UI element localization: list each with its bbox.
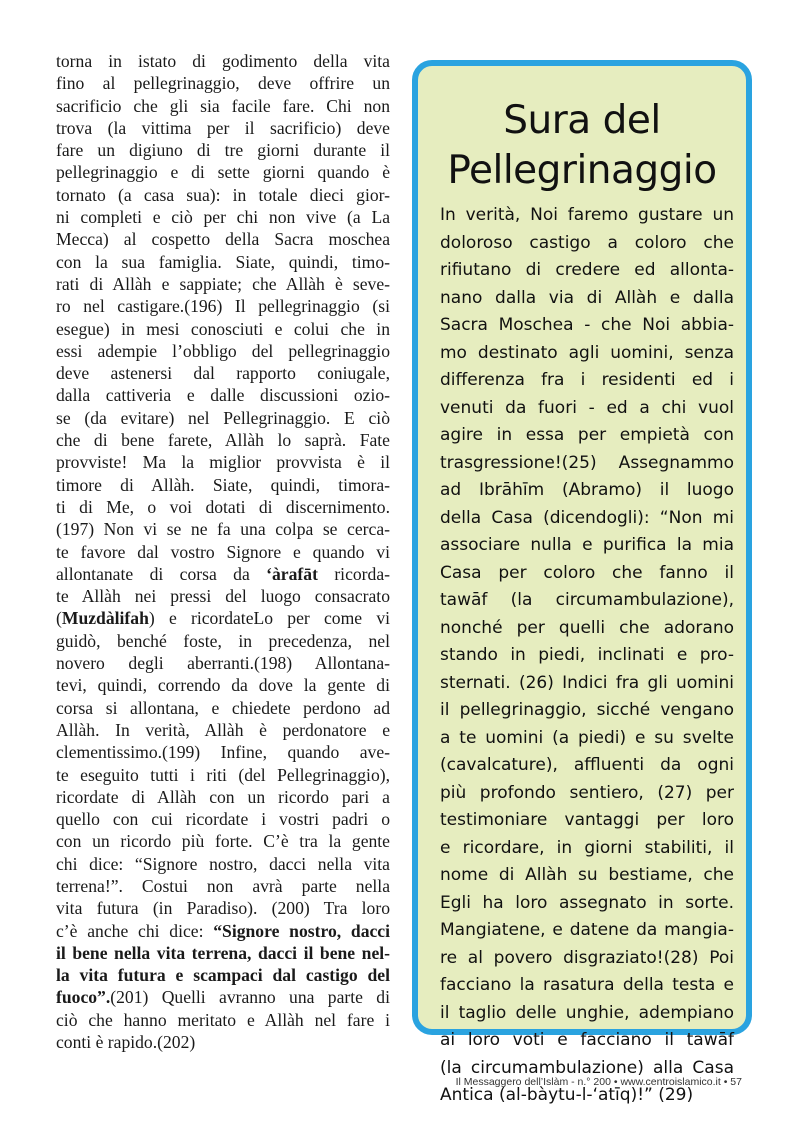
text-line: associare nulla e purifica la mia [440,535,734,555]
text-line: mo destinato agli uomini, senza [440,342,734,363]
text-line: timore di Allàh. Siate, quindi, timora- [56,474,390,495]
text-line: facciano la rasatura della testa e [440,975,734,995]
text-line: nome di Allàh su bestiame, che [440,865,734,885]
text-run: ( [56,608,62,629]
text-line: esegue) in mesi conosciuti e colui che in [56,318,390,339]
text-line: deve astenersi dal rapporto coniugale, [56,363,390,384]
text-line: Egli ha loro assegnato in sorte. [440,892,734,913]
text-line: clementissimo.(199) Infine, quando ave- [56,742,390,763]
text-line: quello con cui ricordate i vostri padri o [56,809,390,830]
article-line: te Allàh nei pressi del luogo consacrato [56,586,390,607]
article-body-column [56,50,390,1053]
text-line: trova (la vittima per il sacrificio) deve [56,117,390,138]
text-run: c’è anche chi dice: [56,920,214,941]
sidebar-title-line: Sura del [503,98,661,143]
text-line: chi dice: “Signore nostro, dacci nella vita [56,853,390,874]
text-line: corsa si allontana, e chiedete perdono ad [56,697,390,718]
text-line: doloroso castigo a coloro che [440,232,734,253]
text-line: testimoniare vantaggi per loro [440,810,734,830]
article-line-muzdalifah [56,607,390,629]
text-line: re al povero disgraziato!(28) Poi [440,947,734,968]
text-line: Casa per coloro che fanno il [440,562,734,583]
text-line: il pellegrinaggio, sicché vengano [440,700,734,720]
text-run: allontanate di corsa da [56,563,267,584]
text-line: ti di Me, o voi dotati di discernimento. [56,496,390,517]
text-line: nano dalla via di Allàh e dalla [440,287,734,308]
text-line: con un ricordo più forte. C’è tra la gente [56,831,390,852]
text-line: (la circumambulazione) alla Casa [440,1057,734,1078]
text-line: tornato (a casa sua): in totale dieci gior- [56,184,390,205]
text-line: te favore dal vostro Signore e quando vi [56,541,390,562]
text-line: In verità, Noi faremo gustare un [440,205,734,225]
bold-quote: “Signore nostro, dacci [213,920,390,941]
text-line: (197) Non vi se ne fa una colpa se cerca- [56,519,390,540]
bold-quote: il bene nella vita terrena, dacci il bene nel- [56,942,390,963]
text-line: (cavalcature), affluenti da ogni [440,755,734,775]
text-line: terrena!”. Costui non avrà parte nella [56,875,390,896]
text-run: ) e ricordateLo per come vi [148,608,390,629]
article-line-quote-end [56,986,390,1008]
text-line: con la sua famiglia. Siate, quindi, timo- [56,251,390,272]
bold-quote: la vita futura e scampaci dal castigo del [56,965,390,986]
sidebar-title [418,96,746,196]
text-line: tevi, quindi, correndo da dove la gente di [56,675,390,696]
article-lines-part-3 [56,1009,390,1054]
text-line: sacrificio che gli sia facile fare. Chi non [56,95,390,116]
text-line: dalla cattiveria e dalle discussioni ozio- [56,385,390,406]
text-line: ni completi e ciò per chi non vive (a La [56,207,390,228]
text-line: se (da evitare) nel Pellegrinaggio. E ciò [56,407,390,428]
article-line-arafat [56,563,390,585]
place-name-arafat: ‘àrafāt [266,563,318,584]
text-line: e ricordare, in giorni stabiliti, il [440,837,734,858]
text-line: fino al pellegrinaggio, deve offrire un [56,73,390,94]
sidebar-title-line: Pellegrinaggio [447,148,717,193]
text-line: il taglio delle unghie, adempiano [440,1002,734,1023]
sidebar-verses [440,202,734,1110]
text-line: ricordate di Allàh con un ricordo pari a [56,786,390,807]
text-line: venuti da fuori - ed a chi vuol [440,397,734,418]
article-lines-part-1 [56,50,390,563]
text-line: nonché per quelli che adorano [440,617,734,638]
text-line: pellegrinaggio e di sette giorni quando è [56,162,390,183]
place-name-muzdalifah: Muzdàlifah [61,608,149,629]
text-line: della Casa (dicendogli): “Non mi [440,507,734,528]
text-line: torna in istato di godimento della vita [56,51,390,71]
text-line: guidò, benché foste, in precedenza, nel [56,630,390,651]
text-line: trasgressione!(25) Assegnammo [440,452,734,473]
article-lines-part-2 [56,630,390,920]
text-line: più profondo sentiero, (27) per [440,782,734,803]
text-line: rati di Allàh e sappiate; che Allàh è seve- [56,273,390,294]
text-line: Antica (al-bàytu-l-‘atīq)!” (29) [440,1085,694,1105]
text-line: ro nel castigare.(196) Il pellegrinaggio (si [56,296,390,317]
text-line: stando in piedi, inclinati e pro- [440,645,734,665]
text-line: tawāf (la circumambulazione), [440,590,734,610]
text-line: differenza fra i residenti ed i [440,370,734,390]
bold-quote: fuoco”. [56,987,111,1008]
text-line: Allàh. In verità, Allàh è perdonatore e [56,719,390,740]
text-line: te eseguito tutti i riti (del Pellegrinaggio), [56,764,390,785]
article-line-quote-start [56,920,390,942]
text-line: rifiutano di credere ed allonta- [440,260,734,280]
text-line: a te uomini (a piedi) e su svelte [440,727,734,748]
text-line: agire in essa per empietà con [440,425,734,445]
text-line: essi adempie l’obbligo del pellegrinaggio [56,340,390,361]
page-footer: Il Messaggero dell’Islàm - n.° 200 • www.centroislamico.it • 57 [455,1076,742,1088]
text-line: novero degli aberranti.(198) Allontana- [56,653,390,674]
text-line: sternati. (26) Indici fra gli uomini [440,672,734,693]
text-line: ai loro voti e facciano il tawāf [440,1030,734,1050]
text-line: che di bene farete, Allàh lo saprà. Fate [56,430,390,451]
text-line: Sacra Moschea - che Noi abbia- [440,315,734,335]
text-line: Mangiatene, e datene da mangia- [440,920,734,940]
text-line: Mecca) al cospetto della Sacra moschea [56,229,390,250]
text-run: (201) Quelli avranno una parte di [110,987,390,1008]
text-line: provviste! Ma la miglior provvista è il [56,452,390,473]
text-line: conti è rapido.(202) [56,1032,196,1053]
article-line-quote [56,942,390,964]
text-line: vita futura (in Paradiso). (200) Tra loro [56,898,390,919]
text-run: ricorda- [317,563,391,584]
text-line: fare un digiuno di tre giorni durante il [56,140,390,161]
text-line: ad Ibrāhīm (Abramo) il luogo [440,480,734,500]
article-line-quote [56,964,390,986]
text-line: ciò che hanno meritato e Allàh nel fare i [56,1009,390,1030]
